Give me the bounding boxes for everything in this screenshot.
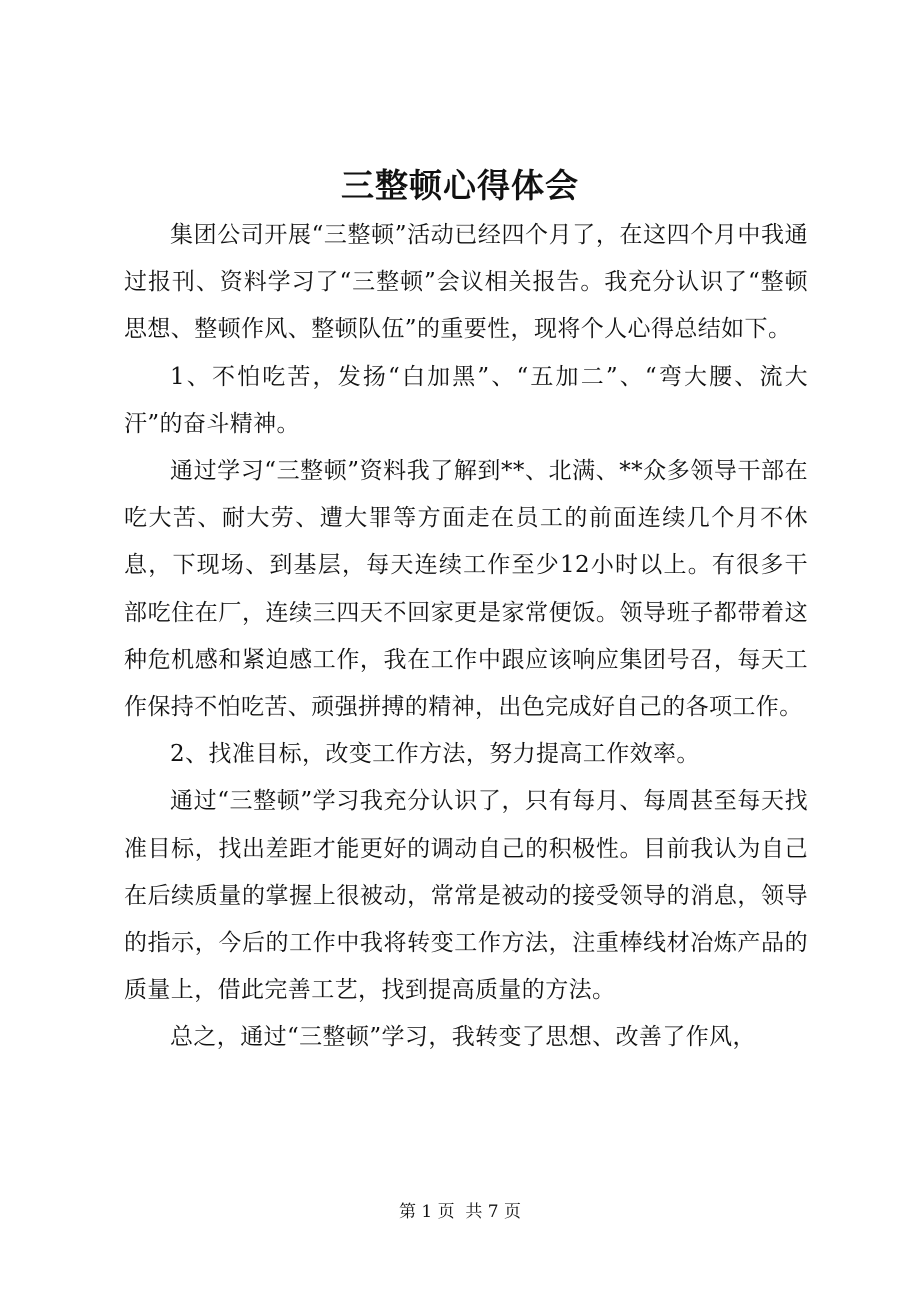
paragraph-section-1: 通过学习“三整顿”资料我了解到**、北满、**众多领导干部在吃大苦、耐大劳、遭大罪等方面走在员工的前面连续几个月不休息，下现场、到基层，每天连续工作至少12小时以上。有很多干部吃住在厂，连续三四天不回家更是家常便饭。领导班子都带着这种危机感和紧迫感工作，我在工作中跟应该响应集团号召，每天工作保持不怕吃苦、顽强拼搏的精神，出色完成好自己的各项工作。 bbox=[124, 458, 808, 721]
page-number-label: 第 1 页 共 7 页 bbox=[398, 1202, 522, 1222]
paragraph-heading-2: 2、找准目标，改变工作方法，努力提高工作效率。 bbox=[170, 741, 700, 768]
paragraph-intro: 集团公司开展“三整顿”活动已经四个月了，在这四个月中我通过报刊、资料学习了“三整顿”会议相关报告。我充分认识了“整顿思想、整顿作风、整顿队伍”的重要性，现将个人心得总结如下。 bbox=[124, 222, 808, 343]
document-title: 三整顿心得体会 bbox=[341, 166, 579, 205]
document-body bbox=[124, 212, 808, 1062]
paragraph-section-2: 通过“三整顿”学习我充分认识了，只有每月、每周甚至每天找准目标，找出差距才能更好的调动自己的积极性。目前我认为自己在后续质量的掌握上很被动，常常是被动的接受领导的消息，领导的指示，今后的工作中我将转变工作方法，注重棒线材冶炼产品的质量上，借此完善工艺，找到提高质量的方法。 bbox=[124, 788, 808, 1004]
paragraph-conclusion: 总之，通过“三整顿”学习，我转变了思想、改善了作风， bbox=[170, 1024, 756, 1051]
page-footer bbox=[0, 1198, 920, 1226]
paragraph-heading-1: 1、不怕吃苦，发扬“白加黑”、“五加二”、“弯大腰、流大汗”的奋斗精神。 bbox=[124, 363, 808, 437]
